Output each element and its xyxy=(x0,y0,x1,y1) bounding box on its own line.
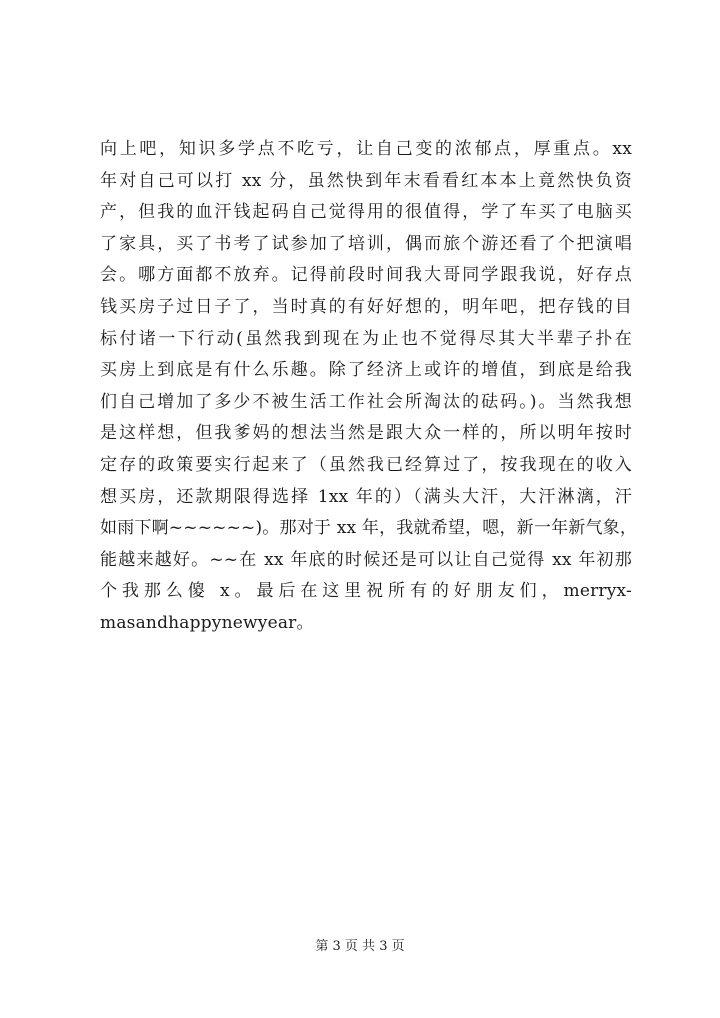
text-line: 年对自己可以打 xx 分，虽然快到年末看看红本本上竟然快负资 xyxy=(100,170,632,191)
text-line: 们自己增加了多少不被生活工作社会所淘汰的砝码。)。当然我想 xyxy=(100,391,632,412)
text-line: 个我那么傻 x。最后在这里祝所有的好朋友们，merryx- xyxy=(100,581,632,602)
text-line: 如雨下啊~~~~~~)。那对于 xx 年，我就希望，嗯，新一年新气象， xyxy=(100,518,638,539)
text-line: 会。哪方面都不放弃。记得前段时间我大哥同学跟我说，好存点 xyxy=(100,265,632,286)
page-number-footer: 第 3 页 共 3 页 xyxy=(315,939,405,954)
text-line: 钱买房子过日子了，当时真的有好好想的，明年吧，把存钱的目 xyxy=(100,296,632,317)
body-paragraph xyxy=(100,134,638,640)
text-line: 能越来越好。~~在 xx 年底的时候还是可以让自己觉得 xx 年初那 xyxy=(100,549,632,570)
text-line: 定存的政策要实行起来了（虽然我已经算过了，按我现在的收入 xyxy=(100,454,632,475)
text-line: 了家具，买了书考了试参加了培训，偶而旅个游还看了个把演唱 xyxy=(100,233,632,254)
text-line: 买房上到底是有什么乐趣。除了经济上或许的增值，到底是给我 xyxy=(100,360,632,381)
text-line: 产，但我的血汗钱起码自己觉得用的很值得，学了车买了电脑买 xyxy=(100,202,632,223)
text-line: 标付诸一下行动(虽然我到现在为止也不觉得尽其大半辈子扑在 xyxy=(100,328,632,349)
text-line-last: masandhappynewyear。 xyxy=(100,612,314,633)
text-line: 想买房，还款期限得选择 1xx 年的）（满头大汗，大汗淋漓，汗 xyxy=(100,486,632,507)
text-line: 向上吧，知识多学点不吃亏，让自己变的浓郁点，厚重点。xx xyxy=(100,139,632,159)
text-line: 是这样想，但我爹妈的想法当然是跟大众一样的，所以明年按时 xyxy=(100,423,632,444)
